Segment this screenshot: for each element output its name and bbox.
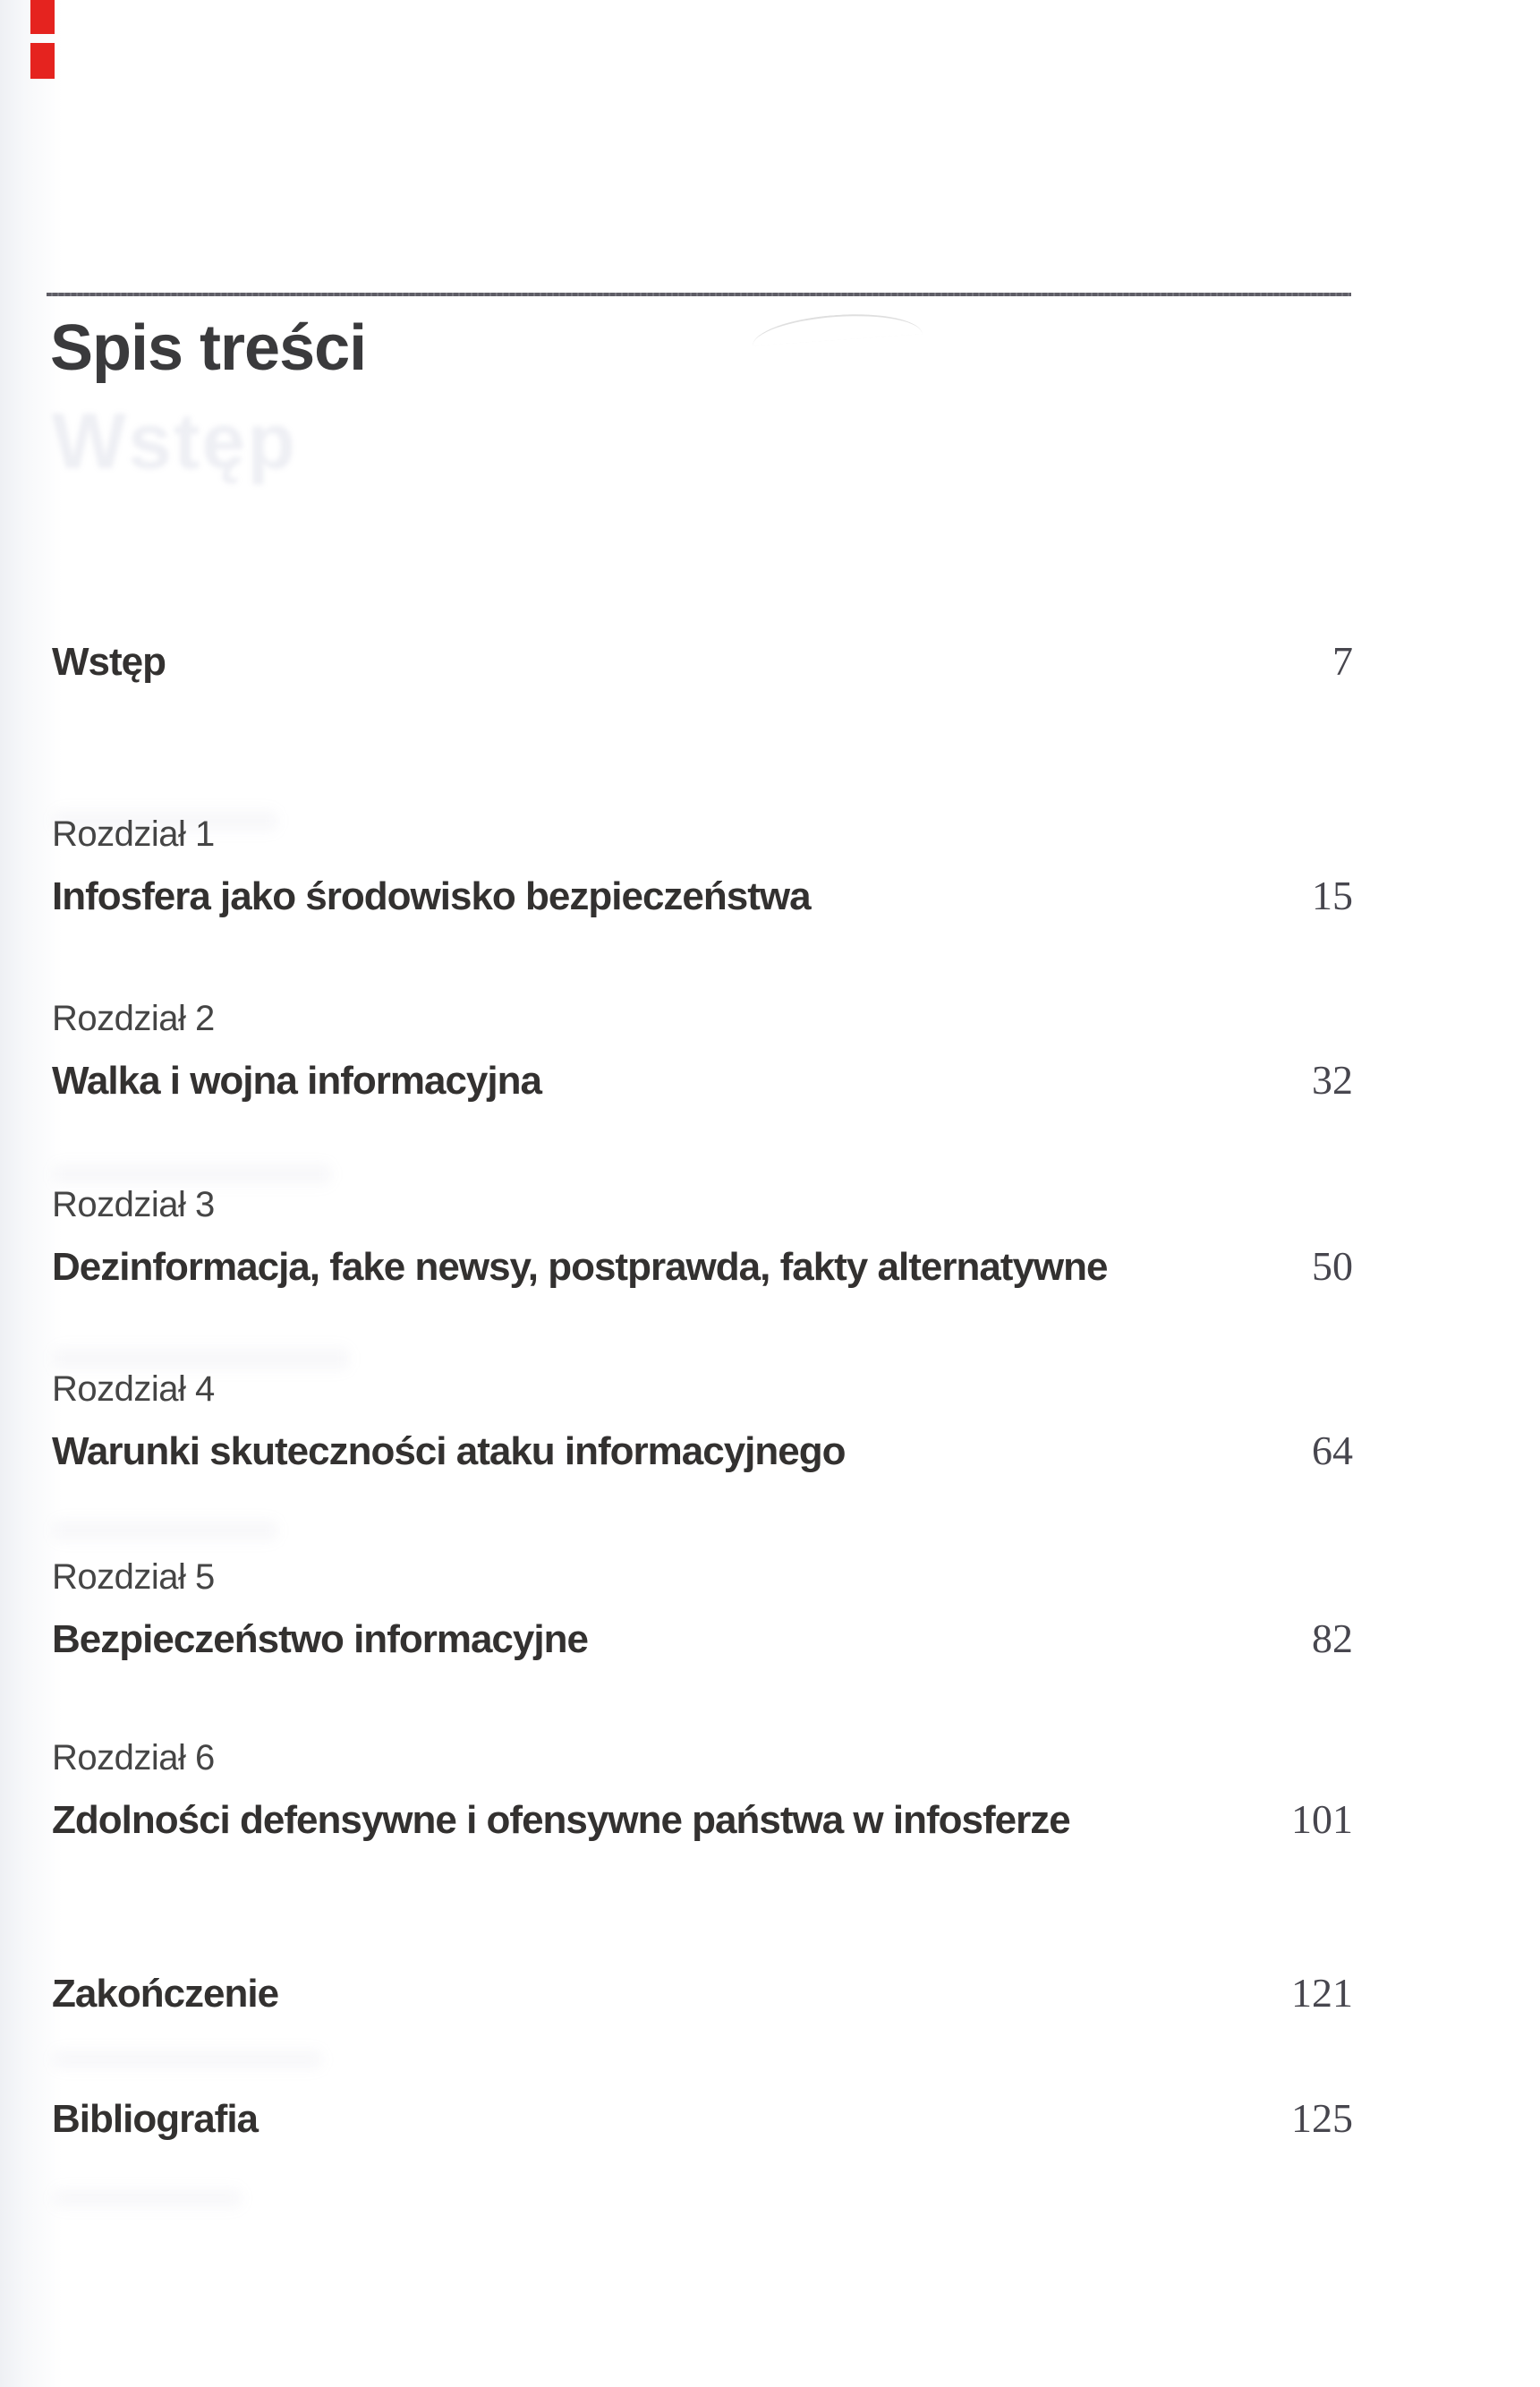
scan-artifact — [54, 1347, 349, 1370]
red-edge-mark — [30, 43, 55, 79]
chapter-title: Bibliografia — [52, 2097, 259, 2141]
page-number: 64 — [1312, 1428, 1353, 1473]
red-edge-mark — [30, 0, 55, 34]
chapter-title: Wstęp — [52, 640, 166, 684]
page-number: 15 — [1312, 873, 1353, 918]
toc-entry — [52, 1557, 1353, 1663]
page-title: Spis treści — [50, 312, 367, 384]
chapter-title: Dezinformacja, fake newsy, postprawda, fakty alternatywne — [52, 1245, 1108, 1289]
scan-artifact — [54, 1520, 277, 1541]
toc-entry — [52, 1369, 1353, 1475]
toc-entry — [52, 1969, 1353, 2017]
chapter-label: Rozdział 3 — [52, 1185, 215, 1224]
page-number: 101 — [1291, 1796, 1353, 1842]
ghost-text: Wstęp — [52, 396, 297, 485]
chapter-label: Rozdział 2 — [52, 999, 215, 1038]
chapter-title: Warunki skuteczności ataku informacyjnego — [52, 1429, 846, 1473]
chapter-label: Rozdział 6 — [52, 1738, 215, 1777]
chapter-title: Bezpieczeństwo informacyjne — [52, 1617, 588, 1661]
scan-artifact — [54, 1164, 331, 1185]
scan-artifact — [54, 2050, 322, 2069]
page-number: 121 — [1291, 1970, 1353, 2016]
toc-entry — [52, 1738, 1353, 1844]
divider-line — [47, 293, 1351, 296]
page-number: 125 — [1291, 2095, 1353, 2141]
chapter-label: Rozdział 1 — [52, 814, 215, 854]
chapter-title: Infosfera jako środowisko bezpieczeństwa — [52, 874, 811, 918]
chapter-title: Walka i wojna informacyjna — [52, 1059, 541, 1103]
page-number: 32 — [1312, 1057, 1353, 1103]
toc-entry — [52, 814, 1353, 920]
toc-entry — [52, 637, 1353, 686]
page-number: 50 — [1312, 1243, 1353, 1289]
page-number: 7 — [1332, 638, 1353, 684]
chapter-label: Rozdział 4 — [52, 1369, 215, 1409]
page-number: 82 — [1312, 1615, 1353, 1661]
chapter-title: Zdolności defensywne i ofensywne państwa w infosferze — [52, 1798, 1070, 1842]
toc-entry — [52, 1185, 1353, 1291]
toc-entry — [52, 999, 1353, 1104]
chapter-label: Rozdział 5 — [52, 1557, 215, 1597]
scan-artifact — [751, 309, 922, 345]
toc-entry — [52, 2094, 1353, 2143]
chapter-title: Zakończenie — [52, 1972, 279, 2016]
scan-artifact — [54, 2188, 242, 2208]
